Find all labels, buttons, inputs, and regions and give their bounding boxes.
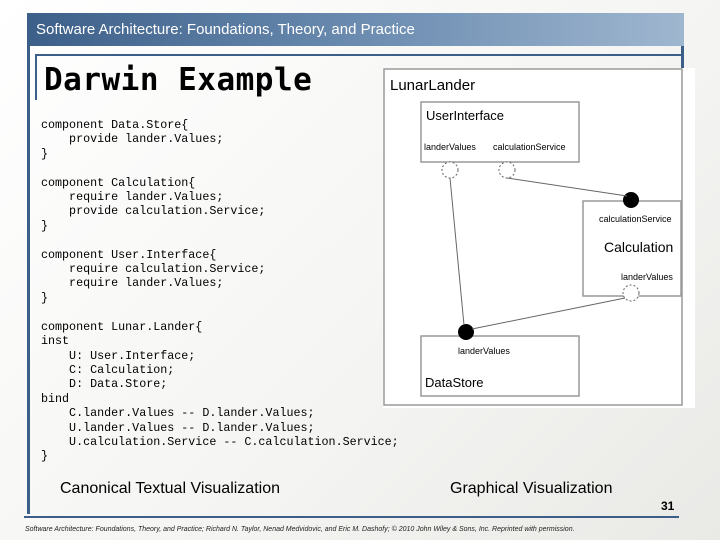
ds-lander-values-port-label: landerValues	[458, 346, 510, 356]
header-bar	[27, 13, 684, 46]
calculation-label: Calculation	[604, 239, 674, 255]
frame-inner-left-border	[35, 54, 37, 100]
ui-lander-values-port-label: landerValues	[424, 142, 476, 152]
connector-ui-lander-values	[450, 178, 464, 325]
ds-lander-values-port	[458, 324, 474, 340]
slide-title: Darwin Example	[44, 62, 313, 98]
ui-calculation-service-port	[499, 162, 515, 178]
frame-left-border	[27, 46, 30, 514]
calc-calculation-service-port	[623, 192, 639, 208]
darwin-code-listing: component Data.Store{ provide lander.Values; } component Calculation{ require lander.Values; provide calculation.Service; } component User.Interface{ require calculation.Service; require lander.Values; } component Lunar.Lander{ inst U: User.Interface; C: Calculation; D: Data.Store; bind C.lander.Values -- D.lander.Values; U.lander.Values -- D.lander.Values; U.calculation.Service -- C.calculation.Service; }	[41, 118, 399, 464]
caption-textual: Canonical Textual Visualization	[60, 480, 280, 497]
connector-calc-lander-values	[472, 298, 625, 329]
ui-lander-values-port	[442, 162, 458, 178]
calc-calculation-service-port-label: calculationService	[599, 214, 672, 224]
ui-calculation-service-port-label: calculationService	[493, 142, 566, 152]
calc-lander-values-port	[623, 285, 639, 301]
user-interface-label: UserInterface	[426, 108, 505, 123]
caption-graphical: Graphical Visualization	[450, 480, 613, 497]
connector-calc-service	[507, 178, 627, 196]
frame-inner-top-border	[35, 54, 684, 56]
architecture-diagram	[383, 68, 695, 408]
data-store-label: DataStore	[425, 375, 484, 390]
page-number: 31	[661, 499, 675, 513]
header-title: Software Architecture: Foundations, Theory, and Practice	[36, 21, 415, 38]
diagram-svg	[383, 68, 695, 408]
footer-divider	[24, 516, 679, 518]
lunar-lander-label: LunarLander	[390, 77, 476, 94]
calc-lander-values-port-label: landerValues	[621, 272, 673, 282]
footer-citation: Software Architecture: Foundations, Theory, and Practice; Richard N. Taylor, Nenad Medvidovic, and Eric M. Dashofy; © 2010 John Wiley & Sons, Inc. Reprinted with permission.	[25, 526, 575, 533]
